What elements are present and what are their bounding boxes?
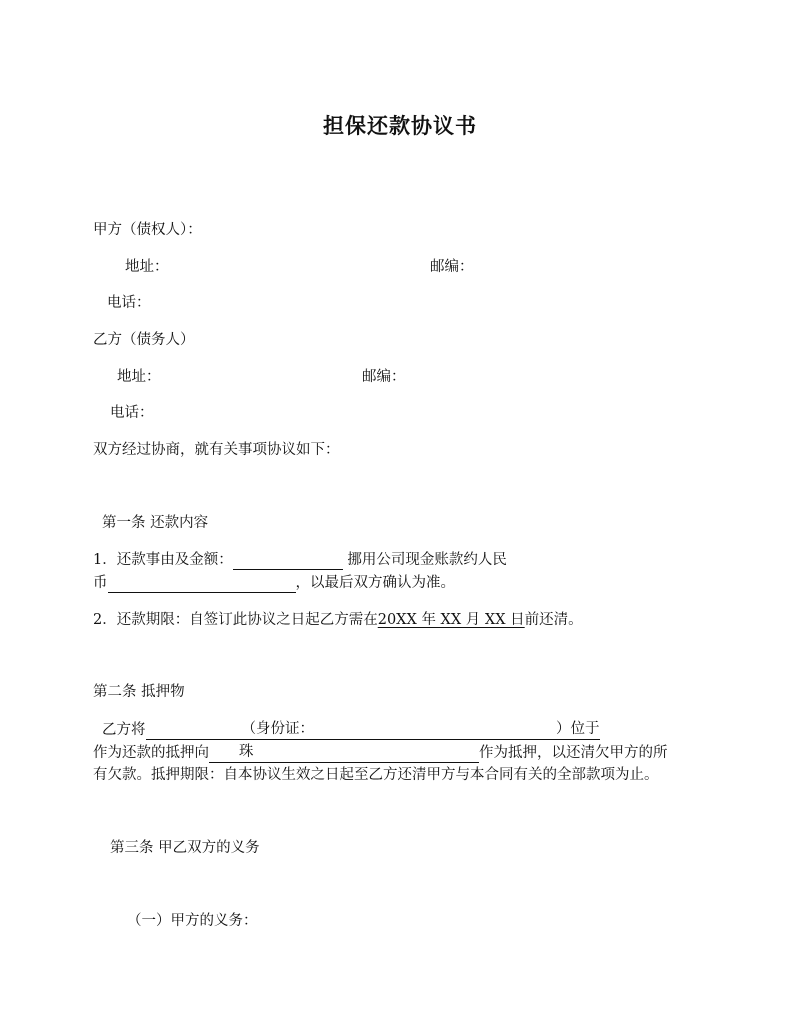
item-1-line2-start: 币 [93,575,108,591]
item-1-prefix: 1．还款事由及金额： [93,552,233,568]
id-card-field [242,719,600,740]
intro-paragraph: 双方经过协商，就有关事项协议如下： [93,442,340,458]
article-1-item-2 [93,610,583,630]
document-title: 担保还款协议书 [323,113,477,138]
id-open: （身份证： [241,721,314,737]
item-2-suffix: 前还清。 [524,612,583,628]
id-close: ）位于 [556,721,600,737]
mortgagee-field [209,742,479,763]
article-2-heading: 第二条 抵押物 [93,684,185,700]
item-1-suffix: ，以最后双方确认为准。 [295,575,455,591]
mortgagee-name: 珠 [239,744,254,760]
name-blank [146,723,242,740]
item-1-mid: 挪用公司现金账款约人民 [342,552,507,568]
repayment-date: 20XX 年 XX 月 XX 日 [377,612,525,628]
article-3-heading: 第三条 甲乙双方的义务 [110,840,260,856]
item-2-prefix: 2．还款期限：自签订此协议之日起乙方需在 [93,612,378,628]
line-2-suffix: 作为抵押，以还清欠甲方的所 [479,745,668,761]
amount-blank [233,553,343,570]
article-1-heading: 第一条 还款内容 [102,515,209,531]
party-a-phone-label: 电话： [107,295,151,311]
party-b-heading: 乙方（债务人） [93,332,195,348]
article-3-sub-1: （一）甲方的义务： [127,913,258,929]
article-1-item-1-cont [93,573,455,593]
line-2-prefix: 作为还款的抵押向 [93,745,209,761]
party-b-postcode-label: 邮编： [362,369,406,385]
party-a-postcode-label: 邮编： [430,259,474,275]
party-a-address-label: 地址： [125,259,169,275]
article-2-line-1 [102,719,600,740]
article-2-line-3: 有欠款。抵押期限：自本协议生效之日起至乙方还清甲方与本合同有关的全部款项为止。 [93,767,659,783]
party-b-address-label: 地址： [117,369,161,385]
article-2-line-2 [93,742,668,763]
line-1-prefix: 乙方将 [102,722,146,738]
article-1-item-1 [93,550,507,570]
currency-blank [108,576,296,593]
party-a-heading: 甲方（债权人）： [93,222,202,238]
party-b-phone-label: 电话： [110,405,154,421]
